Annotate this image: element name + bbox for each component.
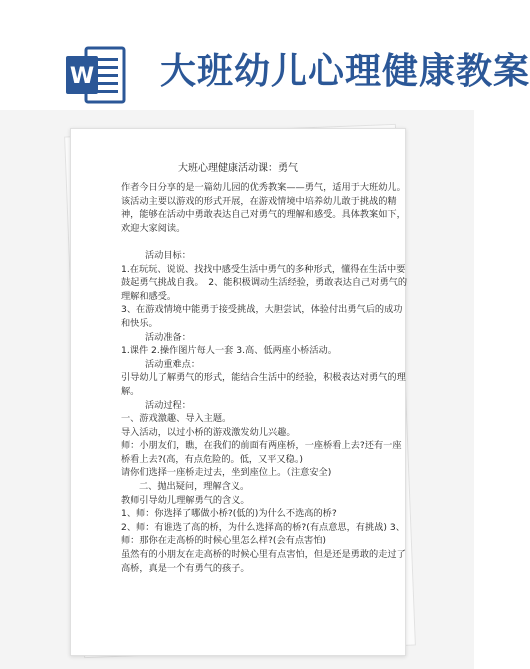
section-heading: 活动过程： xyxy=(145,399,191,411)
body-paragraph: 导入活动，以过小桥的游戏激发幼儿兴趣。 xyxy=(121,426,296,438)
document-title: 大班心理健康活动课：勇气 xyxy=(178,163,298,174)
body-paragraph: 3、在游戏情境中能勇于接受挑战，大胆尝试，体验付出勇气后的成功和快乐。 xyxy=(121,304,403,329)
word-document-icon xyxy=(64,44,128,106)
body-paragraph: 虽然有的小朋友在走高桥的时候心里有点害怕，但是还是勇敢的走过了高桥，真是一个有勇气的孩子。 xyxy=(121,549,406,574)
body-paragraph: 引导幼儿了解勇气的形式，能结合生活中的经验，积极表达对勇气的理解。 xyxy=(121,372,406,397)
body-paragraph: 1.在玩玩、说说、找找中感受生活中勇气的多种形式，懂得在生活中要鼓起勇气挑战自我。 2、能积极调动生活经验，勇敢表达自己对勇气的理解和感受。 xyxy=(121,263,408,302)
body-paragraph: 师：小朋友们，瞧，在我们的前面有两座桥，一座桥看上去?还有一座桥看上去?(高，有点危险的。低，又平又稳。) xyxy=(121,440,402,465)
section-heading: 活动重难点： xyxy=(145,358,201,370)
body-paragraph: 2、师：有谁选了高的桥，为什么选择高的桥?(有点意思，有挑战) 3、师：那你在走高桥的时候心里怎么样?(会有点害怕) xyxy=(121,521,405,547)
body-paragraph: 一、游戏激趣、导入主题。 xyxy=(121,413,232,425)
section-heading: 活动准备： xyxy=(145,331,191,343)
document-body xyxy=(121,181,409,575)
body-paragraph: 教师引导幼儿理解勇气的含义。 xyxy=(121,494,250,506)
document-page xyxy=(70,128,406,656)
header-banner xyxy=(0,0,530,120)
body-paragraph: 1、师：你选择了哪做小桥?(低的)为什么不选高的桥? xyxy=(121,508,337,520)
section-heading: 活动目标： xyxy=(145,249,191,261)
section-heading: 二、抛出疑问，理解含义。 xyxy=(139,481,250,493)
page-title: 大班幼儿心理健康教案 xyxy=(160,51,530,92)
svg-text:W: W xyxy=(69,64,95,89)
intro-paragraph: 作者今日分享的是一篇幼儿园的优秀教案——勇气，适用于大班幼儿。该活动主要以游戏的形式开展，在游戏情境中培养幼儿敢于挑战的精神，能够在活动中勇敢表达自己对勇气的理解和感受。具体教案如下，欢迎大家阅读。 xyxy=(121,182,406,234)
body-paragraph: 1.课件 2.操作图片每人一套 3.高、低两座小桥活动。 xyxy=(121,345,337,357)
body-paragraph: 请你们选择一座桥走过去，坐到座位上。（注意安全) xyxy=(121,467,332,479)
